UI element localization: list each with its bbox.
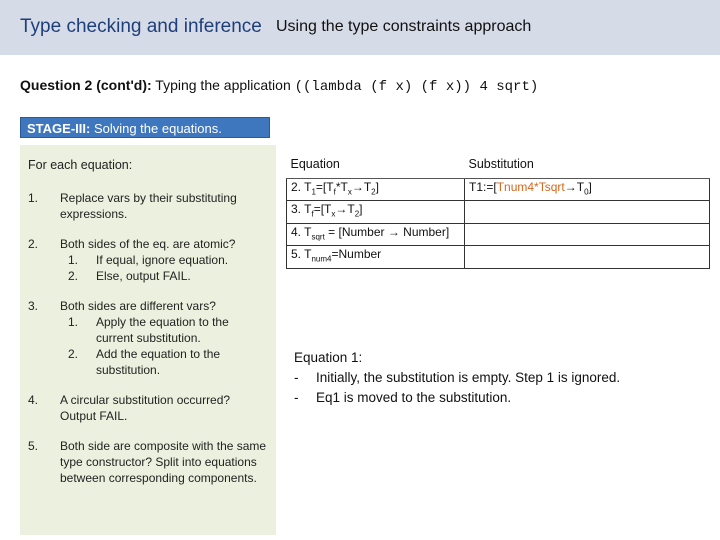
substep-text: Else, output FAIL. xyxy=(96,269,191,283)
slide-title: Type checking and inference xyxy=(20,16,262,37)
question-line xyxy=(20,77,538,95)
steps-intro: For each equation: xyxy=(28,158,133,172)
substep-number: 1. xyxy=(68,315,79,329)
step-number: 3. xyxy=(28,299,39,313)
stage-text: Solving the equations. xyxy=(93,121,222,136)
step-2 xyxy=(28,236,268,284)
substep xyxy=(60,268,268,284)
substep xyxy=(60,314,268,346)
substep xyxy=(60,252,268,268)
step-text: A circular substitution occurred? Output FAIL. xyxy=(60,393,231,423)
step-text: Replace vars by their substituting expressions. xyxy=(60,191,237,221)
substitution-header: Substitution xyxy=(465,150,710,179)
step-text: Both sides of the eq. are atomic? xyxy=(60,237,236,251)
substep-number: 1. xyxy=(68,253,79,267)
question-label: Question 2 (cont'd): xyxy=(20,77,152,93)
step-5 xyxy=(28,438,268,486)
equation-cell xyxy=(287,246,465,268)
substep-number: 2. xyxy=(68,347,79,361)
table-header-row xyxy=(287,150,710,179)
equation-explanation xyxy=(294,348,620,408)
substitution-cell xyxy=(465,223,710,245)
slide-subtitle: Using the type constraints approach xyxy=(276,18,532,35)
substitution-cell xyxy=(465,246,710,268)
step-number: 1. xyxy=(28,191,39,205)
substep-text: Apply the equation to the current substitution. xyxy=(96,315,229,345)
arrow-icon: → xyxy=(335,202,348,217)
equation-4: 4. $T_{sqrt}$ = [Number → Number] xyxy=(291,224,450,242)
step-1 xyxy=(28,190,268,222)
explanation-title: Equation 1: xyxy=(294,350,363,365)
equation-cell xyxy=(287,179,465,201)
equations-table xyxy=(286,150,710,269)
equation-2: 2. $T_1=[T_f*T_x\to T_2]$ xyxy=(291,180,379,197)
substep-text: Add the equation to the substitution. xyxy=(96,347,221,377)
header-bar xyxy=(0,0,720,55)
step-3 xyxy=(28,298,268,378)
table-row xyxy=(287,223,710,245)
equation-3: 3. $T_f=[T_x\to T_2]$ xyxy=(291,202,363,219)
question-prefix: Typing the application xyxy=(155,77,291,93)
stage-heading xyxy=(20,117,270,138)
equation-cell xyxy=(287,223,465,245)
substitution-t1: $T1:=[Tnum4*Tsqrt\to T_0]$ xyxy=(469,180,592,197)
steps-panel xyxy=(20,145,276,535)
arrow-icon: → xyxy=(351,180,364,194)
step-number: 5. xyxy=(28,439,39,453)
equation-header: Equation xyxy=(287,150,465,179)
arrow-icon: → xyxy=(564,180,577,194)
substitution-cell xyxy=(465,179,710,201)
table-row xyxy=(287,179,710,201)
step-text: Both side are composite with the same type constructor? Split into equations between corresponding components. xyxy=(60,439,267,485)
equation-5: 5. $T_{num4}=Number$ xyxy=(291,247,382,264)
substitution-cell xyxy=(465,201,710,223)
question-code: ((lambda (f x) (f x)) 4 sqrt) xyxy=(294,79,539,95)
step-text: Both sides are different vars? xyxy=(60,299,216,313)
substep xyxy=(60,346,268,378)
table-row xyxy=(287,201,710,223)
explanation-line: - Initially, the substitution is empty. Step 1 is ignored. xyxy=(294,370,621,385)
substep-text: If equal, ignore equation. xyxy=(96,253,229,267)
step-number: 2. xyxy=(28,237,39,251)
step-4 xyxy=(28,392,268,424)
substep-number: 2. xyxy=(68,269,79,283)
equation-cell xyxy=(287,201,465,223)
table-row xyxy=(287,246,710,268)
stage-label: STAGE-III: xyxy=(27,121,91,136)
explanation-line: - Eq1 is moved to the substitution. xyxy=(294,390,512,405)
step-number: 4. xyxy=(28,393,39,407)
